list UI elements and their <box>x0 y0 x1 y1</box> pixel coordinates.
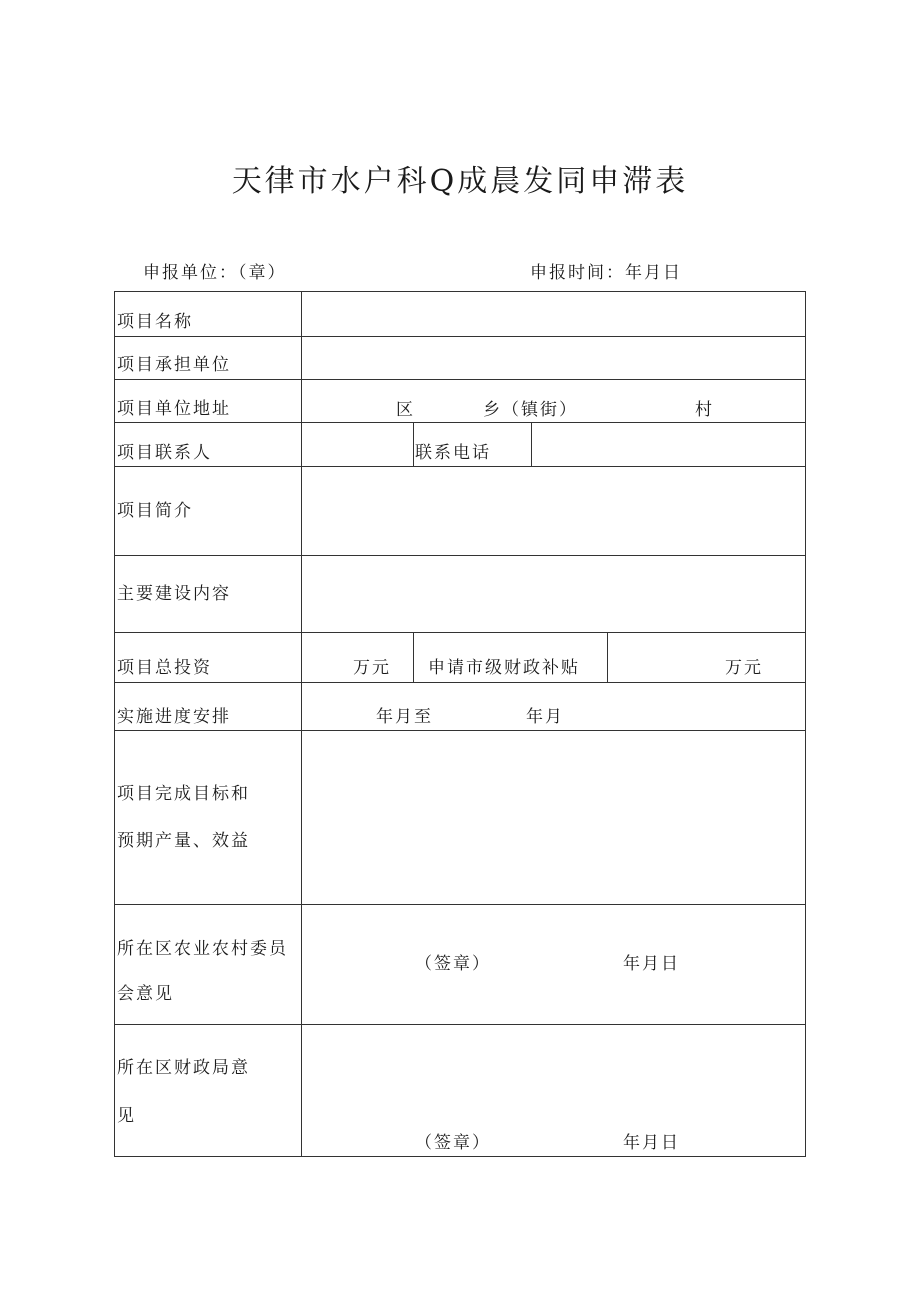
contact-person-field[interactable] <box>303 424 411 464</box>
application-date-label: 申报时间：年月日 <box>530 263 682 283</box>
main-content-label: 主要建设内容 <box>117 584 231 604</box>
project-intro-label: 项目简介 <box>117 501 193 521</box>
investment-unit-text: 万元 <box>353 658 391 678</box>
agri-committee-seal-text: （签章） <box>415 954 491 974</box>
subsidy-label: 申请市级财政补贴 <box>428 658 580 678</box>
agri-committee-date-text: 年月日 <box>623 954 680 974</box>
row-divider <box>115 682 805 683</box>
contact-person-label: 项目联系人 <box>117 443 212 463</box>
row-divider <box>115 422 805 423</box>
contact-phone-label: 联系电话 <box>415 443 491 463</box>
agri-committee-label-line2: 会意见 <box>117 984 174 1004</box>
goals-field[interactable] <box>303 732 803 902</box>
schedule-from-text: 年月至 <box>376 707 433 727</box>
project-name-label: 项目名称 <box>117 312 193 332</box>
unit-address-label: 项目单位地址 <box>117 399 231 419</box>
agri-committee-label-line1: 所在区农业农村委员 <box>117 939 288 959</box>
column-divider <box>413 422 414 466</box>
project-intro-field[interactable] <box>303 468 803 553</box>
finance-bureau-date-text: 年月日 <box>623 1133 680 1153</box>
subsidy-unit-text: 万元 <box>725 658 763 678</box>
main-content-field[interactable] <box>303 557 803 630</box>
schedule-to-text: 年月 <box>526 707 564 727</box>
row-divider <box>115 904 805 905</box>
undertaking-unit-field[interactable] <box>303 338 803 378</box>
address-district-text: 区 <box>396 400 415 420</box>
address-township-text: 乡（镇街） <box>483 400 578 420</box>
schedule-label: 实施进度安排 <box>117 707 231 727</box>
column-divider <box>531 422 532 466</box>
column-divider <box>607 632 608 682</box>
address-village-text: 村 <box>695 400 714 420</box>
finance-bureau-seal-text: （签章） <box>415 1133 491 1153</box>
goals-label-line2: 预期产量、效益 <box>117 831 250 851</box>
row-divider <box>115 466 805 467</box>
goals-label-line1: 项目完成目标和 <box>117 784 250 804</box>
application-form-table <box>114 291 806 1157</box>
finance-bureau-label-line1: 所在区财政局意 <box>117 1058 250 1078</box>
row-divider <box>115 336 805 337</box>
total-investment-label: 项目总投资 <box>117 658 212 678</box>
form-title: 天律市水户科Q成晨发同申滞表 <box>231 164 689 199</box>
row-divider <box>115 1024 805 1025</box>
contact-phone-field[interactable] <box>533 424 803 464</box>
project-name-field[interactable] <box>303 294 803 334</box>
row-divider <box>115 555 805 556</box>
row-divider <box>115 379 805 380</box>
row-divider <box>115 632 805 633</box>
undertaking-unit-label: 项目承担单位 <box>117 355 231 375</box>
column-divider <box>413 632 414 682</box>
applicant-unit-label: 申报单位：（章） <box>143 263 287 283</box>
finance-bureau-label-line2: 见 <box>117 1106 136 1126</box>
column-divider <box>301 292 302 1156</box>
row-divider <box>115 730 805 731</box>
